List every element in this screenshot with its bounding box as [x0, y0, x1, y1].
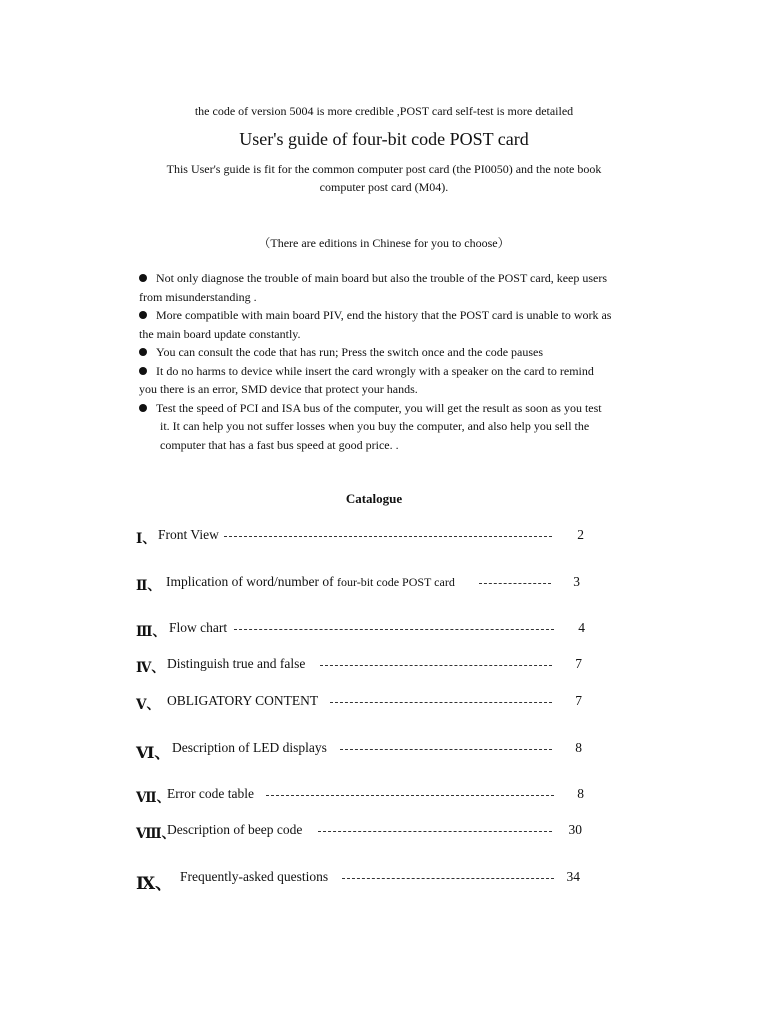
editions-note: （There are editions in Chinese for you to choose） — [258, 236, 510, 250]
feature-text: the main board update constantly. — [139, 326, 301, 341]
intro-line-2: computer post card (M04). — [319, 180, 449, 194]
toc-page-number: 7 — [575, 656, 582, 671]
toc-label-wrap — [166, 574, 455, 590]
toc-number: Ⅶ、 — [136, 790, 171, 805]
feature-item — [139, 362, 630, 399]
feature-text: More compatible with main board PIV, end the history that the POST card is unable to work as — [156, 308, 612, 322]
catalogue-title: Catalogue — [345, 491, 403, 506]
bullet-icon — [139, 404, 147, 412]
toc-label: Error code table — [167, 786, 254, 801]
page-title: User's guide of four-bit code POST card — [239, 129, 529, 149]
toc-leader — [234, 629, 554, 630]
feature-item — [139, 269, 630, 306]
toc-number: Ⅷ、 — [136, 826, 176, 841]
toc-leader — [320, 665, 552, 666]
feature-text: Test the speed of PCI and ISA bus of the computer, you will get the result as soon as you test — [156, 400, 602, 415]
toc-page-number: 8 — [577, 786, 584, 801]
toc-leader — [342, 878, 554, 879]
toc-entry[interactable] — [136, 574, 586, 594]
feature-item — [139, 399, 630, 455]
toc-number: Ⅱ、 — [136, 578, 161, 593]
toc-leader — [340, 749, 552, 750]
bullet-icon — [139, 367, 147, 375]
feature-text: computer that has a fast bus speed at good price. . — [160, 437, 399, 452]
toc-label: Distinguish true and false — [167, 656, 306, 671]
toc-entry[interactable] — [136, 656, 586, 676]
toc-label: OBLIGATORY CONTENT — [167, 693, 319, 708]
toc-page-number: 30 — [568, 822, 582, 837]
feature-text: You can consult the code that has run; Press the switch once and the code pauses — [156, 345, 544, 359]
intro-paragraph — [0, 160, 768, 196]
toc-number: Ⅰ、 — [136, 531, 156, 546]
feature-text: from misunderstanding . — [139, 289, 257, 304]
toc-page-number: 8 — [575, 740, 582, 755]
feature-list — [139, 269, 630, 454]
toc-label: Description of LED displays — [172, 740, 327, 755]
toc-label: Frequently-asked questions — [180, 869, 329, 884]
toc-page-number: 4 — [578, 620, 585, 635]
toc-number: Ⅵ、 — [136, 745, 171, 762]
feature-text: you there is an error, SMD device that protect your hands. — [139, 382, 418, 396]
toc-number: Ⅲ、 — [136, 624, 166, 639]
toc-label: Front View — [158, 527, 219, 542]
toc-page-number: 2 — [577, 527, 584, 542]
toc-page-number: 7 — [575, 693, 582, 708]
toc-label: Description of beep code — [167, 822, 303, 837]
toc-leader — [266, 795, 554, 796]
toc-entry[interactable] — [136, 693, 586, 713]
toc-leader — [479, 583, 551, 584]
toc-number: Ⅳ、 — [136, 660, 165, 675]
toc-entry[interactable] — [136, 869, 586, 893]
toc-number: Ⅴ、 — [136, 697, 160, 712]
feature-text: it. It can help you not suffer losses when you buy the computer, and also help you sell the — [160, 419, 590, 433]
feature-item — [139, 306, 630, 343]
toc-page-number: 3 — [573, 574, 580, 589]
toc-entry[interactable] — [136, 527, 586, 547]
toc-leader — [224, 536, 552, 537]
bullet-icon — [139, 348, 147, 356]
toc-entry[interactable] — [136, 822, 586, 842]
feature-item — [139, 343, 630, 362]
toc-entry[interactable] — [136, 786, 586, 806]
intro-line-1: This User's guide is fit for the common computer post card (the PI0050) and the note book — [166, 162, 602, 176]
toc-label: Flow chart — [169, 620, 228, 635]
toc-entry[interactable] — [136, 740, 586, 760]
feature-text: It do no harms to device while insert the card wrongly with a speaker on the card to remind — [156, 363, 594, 378]
toc-entry[interactable] — [136, 620, 586, 640]
toc-leader — [330, 702, 552, 703]
toc-label: Implication of word/number of — [166, 574, 337, 589]
bullet-icon — [139, 311, 147, 319]
toc-label-small: four-bit code POST card — [336, 575, 455, 589]
bullet-icon — [139, 274, 147, 282]
toc-page-number: 34 — [566, 869, 580, 884]
toc-number: Ⅸ、 — [136, 874, 173, 893]
toc-leader — [318, 831, 552, 832]
version-note: the code of version 5004 is more credible ,POST card self-test is more detailed — [194, 104, 574, 118]
feature-text: Not only diagnose the trouble of main board but also the trouble of the POST card, keep users — [156, 271, 608, 285]
